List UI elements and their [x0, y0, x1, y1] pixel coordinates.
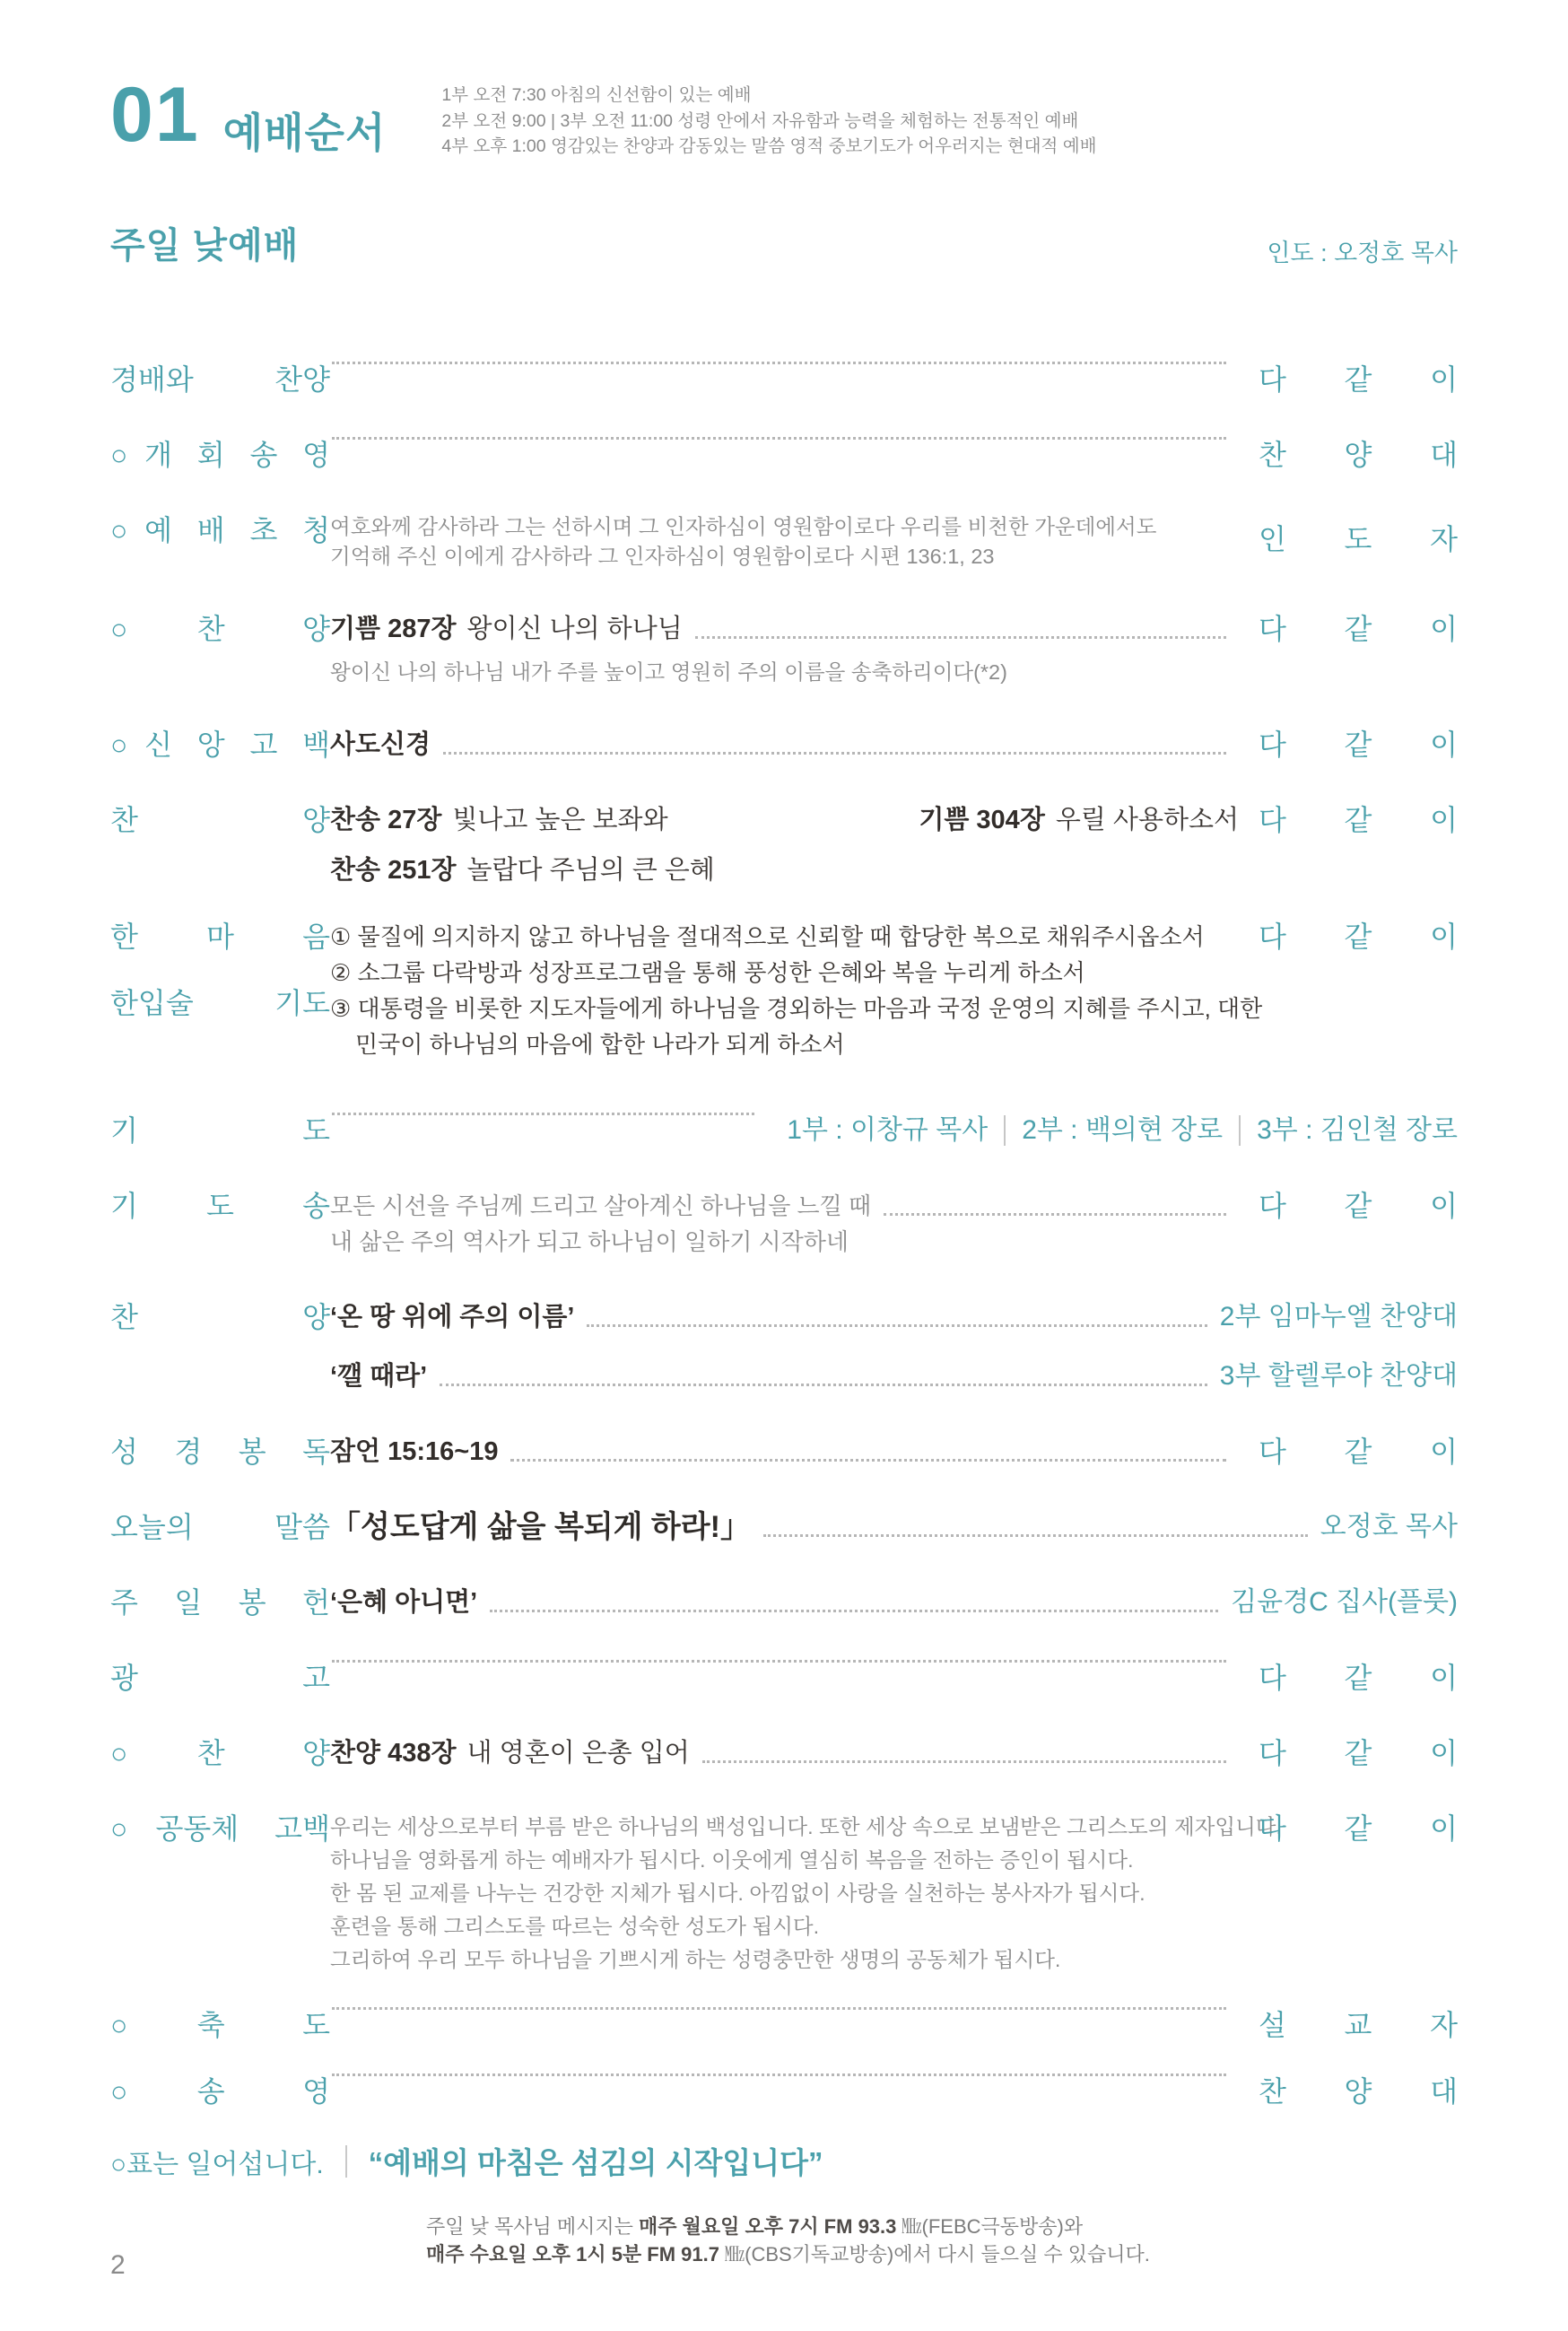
leader-dots: [440, 1384, 1207, 1386]
performer-label: 다 같 이: [1259, 729, 1458, 761]
song-number: 찬양 438장: [330, 1739, 457, 1768]
order-row: [110, 2073, 1458, 2109]
song-number: 찬송 27장: [330, 806, 442, 834]
order-row: [110, 611, 1458, 687]
leader-dots: [332, 362, 1226, 364]
order-row: [110, 1509, 1458, 1545]
order-item-label: 광 고: [110, 1662, 330, 1694]
broadcast-note: [426, 2213, 1458, 2268]
confession-line: 그리하여 우리 모두 하나님을 기쁘시게 하는 성령충만한 생명의 공동체가 됩시다.: [330, 1948, 1061, 1971]
creed-title: 사도신경: [330, 730, 431, 759]
confession-line: 한 몸 된 교제를 나누는 건강한 지체가 됩시다. 아낌없이 사랑을 실천하는 봉사자가 됩시다.: [330, 1881, 1146, 1905]
order-row: [110, 1660, 1458, 1696]
choir-name: 3부 할렐루야 찬양대: [1219, 1361, 1458, 1391]
lyric-text: 내 삶은 주의 역사가 되고 하나님이 일하기 시작하네: [330, 1228, 849, 1255]
sermon-title: 「성도답게 삶을 복되게 하라!」: [330, 1510, 751, 1544]
anthem-title: ‘온 땅 위에 주의 이름’: [330, 1303, 575, 1331]
song-title: 놀랍다 주님의 큰 은혜: [466, 856, 715, 885]
leader-dots: [763, 1534, 1308, 1537]
scripture-text: 여호와께 감사하라 그는 선하시며 그 인자하심이 영원함이로다 우리를 비천한 가운데에서도: [330, 515, 1157, 538]
anthem-title: ‘깰 때라’: [330, 1362, 428, 1391]
order-row: [110, 727, 1458, 763]
order-item-label: ○찬 양: [110, 1737, 330, 1769]
order-item-label: ○신 앙 고 백: [110, 729, 330, 761]
service-times: [441, 83, 1096, 160]
page-header: [110, 72, 1458, 160]
lyric-text: 왕이신 나의 하나님 내가 주를 높이고 영원히 주의 이름을 송축하리이다(*2): [330, 660, 1007, 684]
order-item-label: 한 마 음 한입술 기도: [110, 921, 330, 1019]
order-row: [110, 1299, 1458, 1394]
leader-dots: [332, 2007, 1226, 2010]
order-item-label: ○공동체 고백: [110, 1812, 330, 1845]
leader-dots: [884, 1213, 1226, 1216]
confession-line: 우리는 세상으로부터 부름 받은 하나님의 백성입니다. 또한 세상 속으로 보냄받은 그리스도의 제자입니다.: [330, 1815, 1283, 1838]
performer-label: 다 같 이: [1259, 921, 1458, 953]
song-number: 기쁨 287장: [330, 615, 457, 643]
order-row: [110, 1811, 1458, 1977]
broadcast-line: 매주 수요일 오후 1시 5분 FM 91.7 ㎒(CBS기독교방송)에서 다시 들으실 수 있습니다.: [426, 2243, 1150, 2266]
prayer-topic: ② 소그룹 다락방과 성장프로그램을 통해 풍성한 은혜와 복을 누리게 하소서: [330, 959, 1085, 986]
performer-label: 설 교 자: [1259, 2009, 1458, 2041]
page-number: 2: [110, 2250, 126, 2280]
preacher-name: 오정호 목사: [1320, 1512, 1458, 1541]
lyric-text: 모든 시선을 주님께 드리고 살아계신 하나님을 느낄 때: [330, 1192, 872, 1219]
performer-label: 다 같 이: [1259, 1737, 1458, 1769]
performer-label: 다 같 이: [1259, 1812, 1458, 1845]
order-item-label: 경배와 찬양: [110, 363, 330, 396]
service-head: [110, 217, 1458, 268]
service-time-line: 4부 오후 1:00 영감있는 찬양과 감동있는 말씀 영적 중보기도가 어우러지는 현대적 예배: [441, 136, 1097, 156]
leader-dots: [587, 1324, 1206, 1327]
order-row: [110, 1188, 1458, 1260]
order-item-label: ○축 도: [110, 2009, 330, 2041]
leader-dots: [332, 437, 1226, 440]
service-title: 주일 낮예배: [110, 226, 300, 266]
leader-dots: [702, 1760, 1226, 1763]
order-item-label: 찬 양: [110, 804, 330, 836]
leader-dots: [332, 1660, 1226, 1663]
prayer-topic: 민국이 하나님의 마음에 합한 나라가 되게 하소서: [355, 1031, 845, 1058]
order-item-label: 성 경 봉 독: [110, 1436, 330, 1468]
order-row: [110, 1735, 1458, 1771]
leader-dots: [332, 2073, 1226, 2076]
order-row: [110, 1434, 1458, 1470]
performer-label: 다 같 이: [1259, 804, 1458, 836]
service-time-line: 2부 오전 9:00 | 3부 오전 11:00 성령 안에서 자유함과 능력을 체험하는 전통적인 예배: [441, 110, 1079, 131]
order-item-label: 기 도: [110, 1114, 330, 1147]
song-title: 왕이신 나의 하나님: [466, 615, 683, 643]
performer-label: 다 같 이: [1259, 1662, 1458, 1694]
leader-dots: [510, 1459, 1226, 1462]
leader-dots: [490, 1610, 1218, 1612]
divider-bar: [1004, 1115, 1006, 1146]
prayer-topic: ① 물질에 의지하지 않고 하나님을 절대적으로 신뢰할 때 합당한 복으로 채워주시옵소서: [330, 923, 1205, 950]
scripture-text: 기억해 주신 이에게 감사하라 그 인자하심이 영원함이로다 시편 136:1, 23: [330, 545, 995, 568]
order-row: [110, 362, 1458, 397]
section-title: 예배순서: [222, 109, 387, 156]
performer-label: 찬 양 대: [1259, 439, 1458, 471]
order-item-label: ○찬 양: [110, 613, 330, 645]
leader-dots: [443, 752, 1226, 755]
prayer-leader: 1부 : 이창규 목사: [787, 1115, 989, 1145]
order-list: [110, 362, 1458, 2109]
leader-dots: [332, 1113, 754, 1115]
song-title: 빛나고 높은 보좌와: [452, 806, 668, 834]
prayer-topic: ③ 대통령을 비롯한 지도자들에게 하나님을 경외하는 마음과 국정 운영의 지혜를 주시고, 대한: [330, 995, 1263, 1022]
performer-label: 다 같 이: [1259, 613, 1458, 645]
confession-line: 하나님을 영화롭게 하는 예배자가 됩시다. 이웃에게 열심히 복음을 전하는 증인이 됩시다.: [330, 1848, 1134, 1872]
confession-line: 훈련을 통해 그리스도를 따르는 성숙한 성도가 됩시다.: [330, 1915, 820, 1938]
order-item-label: ○송 영: [110, 2075, 330, 2108]
performer-label: 찬 양 대: [1259, 2075, 1458, 2108]
order-item-label: ○예 배 초 청: [110, 514, 330, 546]
order-item-label: 찬 양: [110, 1301, 330, 1333]
quote-text: “예배의 마침은 섬김의 시작입니다”: [368, 2146, 823, 2179]
performer-label: 인 도 자: [1259, 523, 1458, 555]
standing-note: [110, 2140, 1458, 2182]
service-time-line: 1부 오전 7:30 아침의 신선함이 있는 예배: [441, 85, 752, 105]
order-item-label: 기 도 송: [110, 1190, 330, 1222]
standing-note-text: ○표는 일어섭니다.: [110, 2149, 324, 2179]
service-leader: 인도 : 오정호 목사: [1267, 240, 1458, 266]
order-row: [110, 919, 1458, 1062]
offering-song: ‘은혜 아니면’: [330, 1588, 478, 1617]
divider-bar: [1239, 1115, 1241, 1146]
order-row: [110, 512, 1458, 572]
order-row: [110, 802, 1458, 888]
order-item-label: 주 일 봉 헌: [110, 1586, 330, 1619]
leader-dots: [695, 636, 1226, 639]
song-title: 우릴 사용하소서: [1055, 806, 1239, 834]
divider-bar: [345, 2145, 347, 2178]
order-item-label: 오늘의 말씀: [110, 1511, 330, 1543]
prayer-leaders: [787, 1113, 1458, 1148]
offering-performer: 김윤경C 집사(플룻): [1231, 1587, 1458, 1617]
prayer-leader: 3부 : 김인철 장로: [1257, 1115, 1458, 1145]
performer-label: 다 같 이: [1259, 1190, 1458, 1222]
order-row: [110, 1113, 1458, 1148]
song-number: 찬송 251장: [330, 856, 457, 885]
order-row: [110, 437, 1458, 473]
scripture-reference: 잠언 15:16~19: [330, 1437, 499, 1466]
performer-label: 다 같 이: [1259, 363, 1458, 396]
prayer-leader: 2부 : 백의현 장로: [1022, 1115, 1224, 1145]
section-number: 01: [110, 72, 200, 158]
choir-name: 2부 임마누엘 찬양대: [1219, 1302, 1458, 1331]
order-row: [110, 1585, 1458, 1620]
performer-label: 다 같 이: [1259, 1436, 1458, 1468]
song-number: 기쁨 304장: [919, 806, 1045, 834]
broadcast-line: 주일 낮 목사님 메시지는 매주 월요일 오후 7시 FM 93.3 ㎒(FEBC극동방송)와: [426, 2215, 1084, 2238]
order-row: [110, 2007, 1458, 2043]
order-item-label: ○개 회 송 영: [110, 439, 330, 471]
song-title: 내 영혼이 은총 입어: [466, 1739, 690, 1768]
